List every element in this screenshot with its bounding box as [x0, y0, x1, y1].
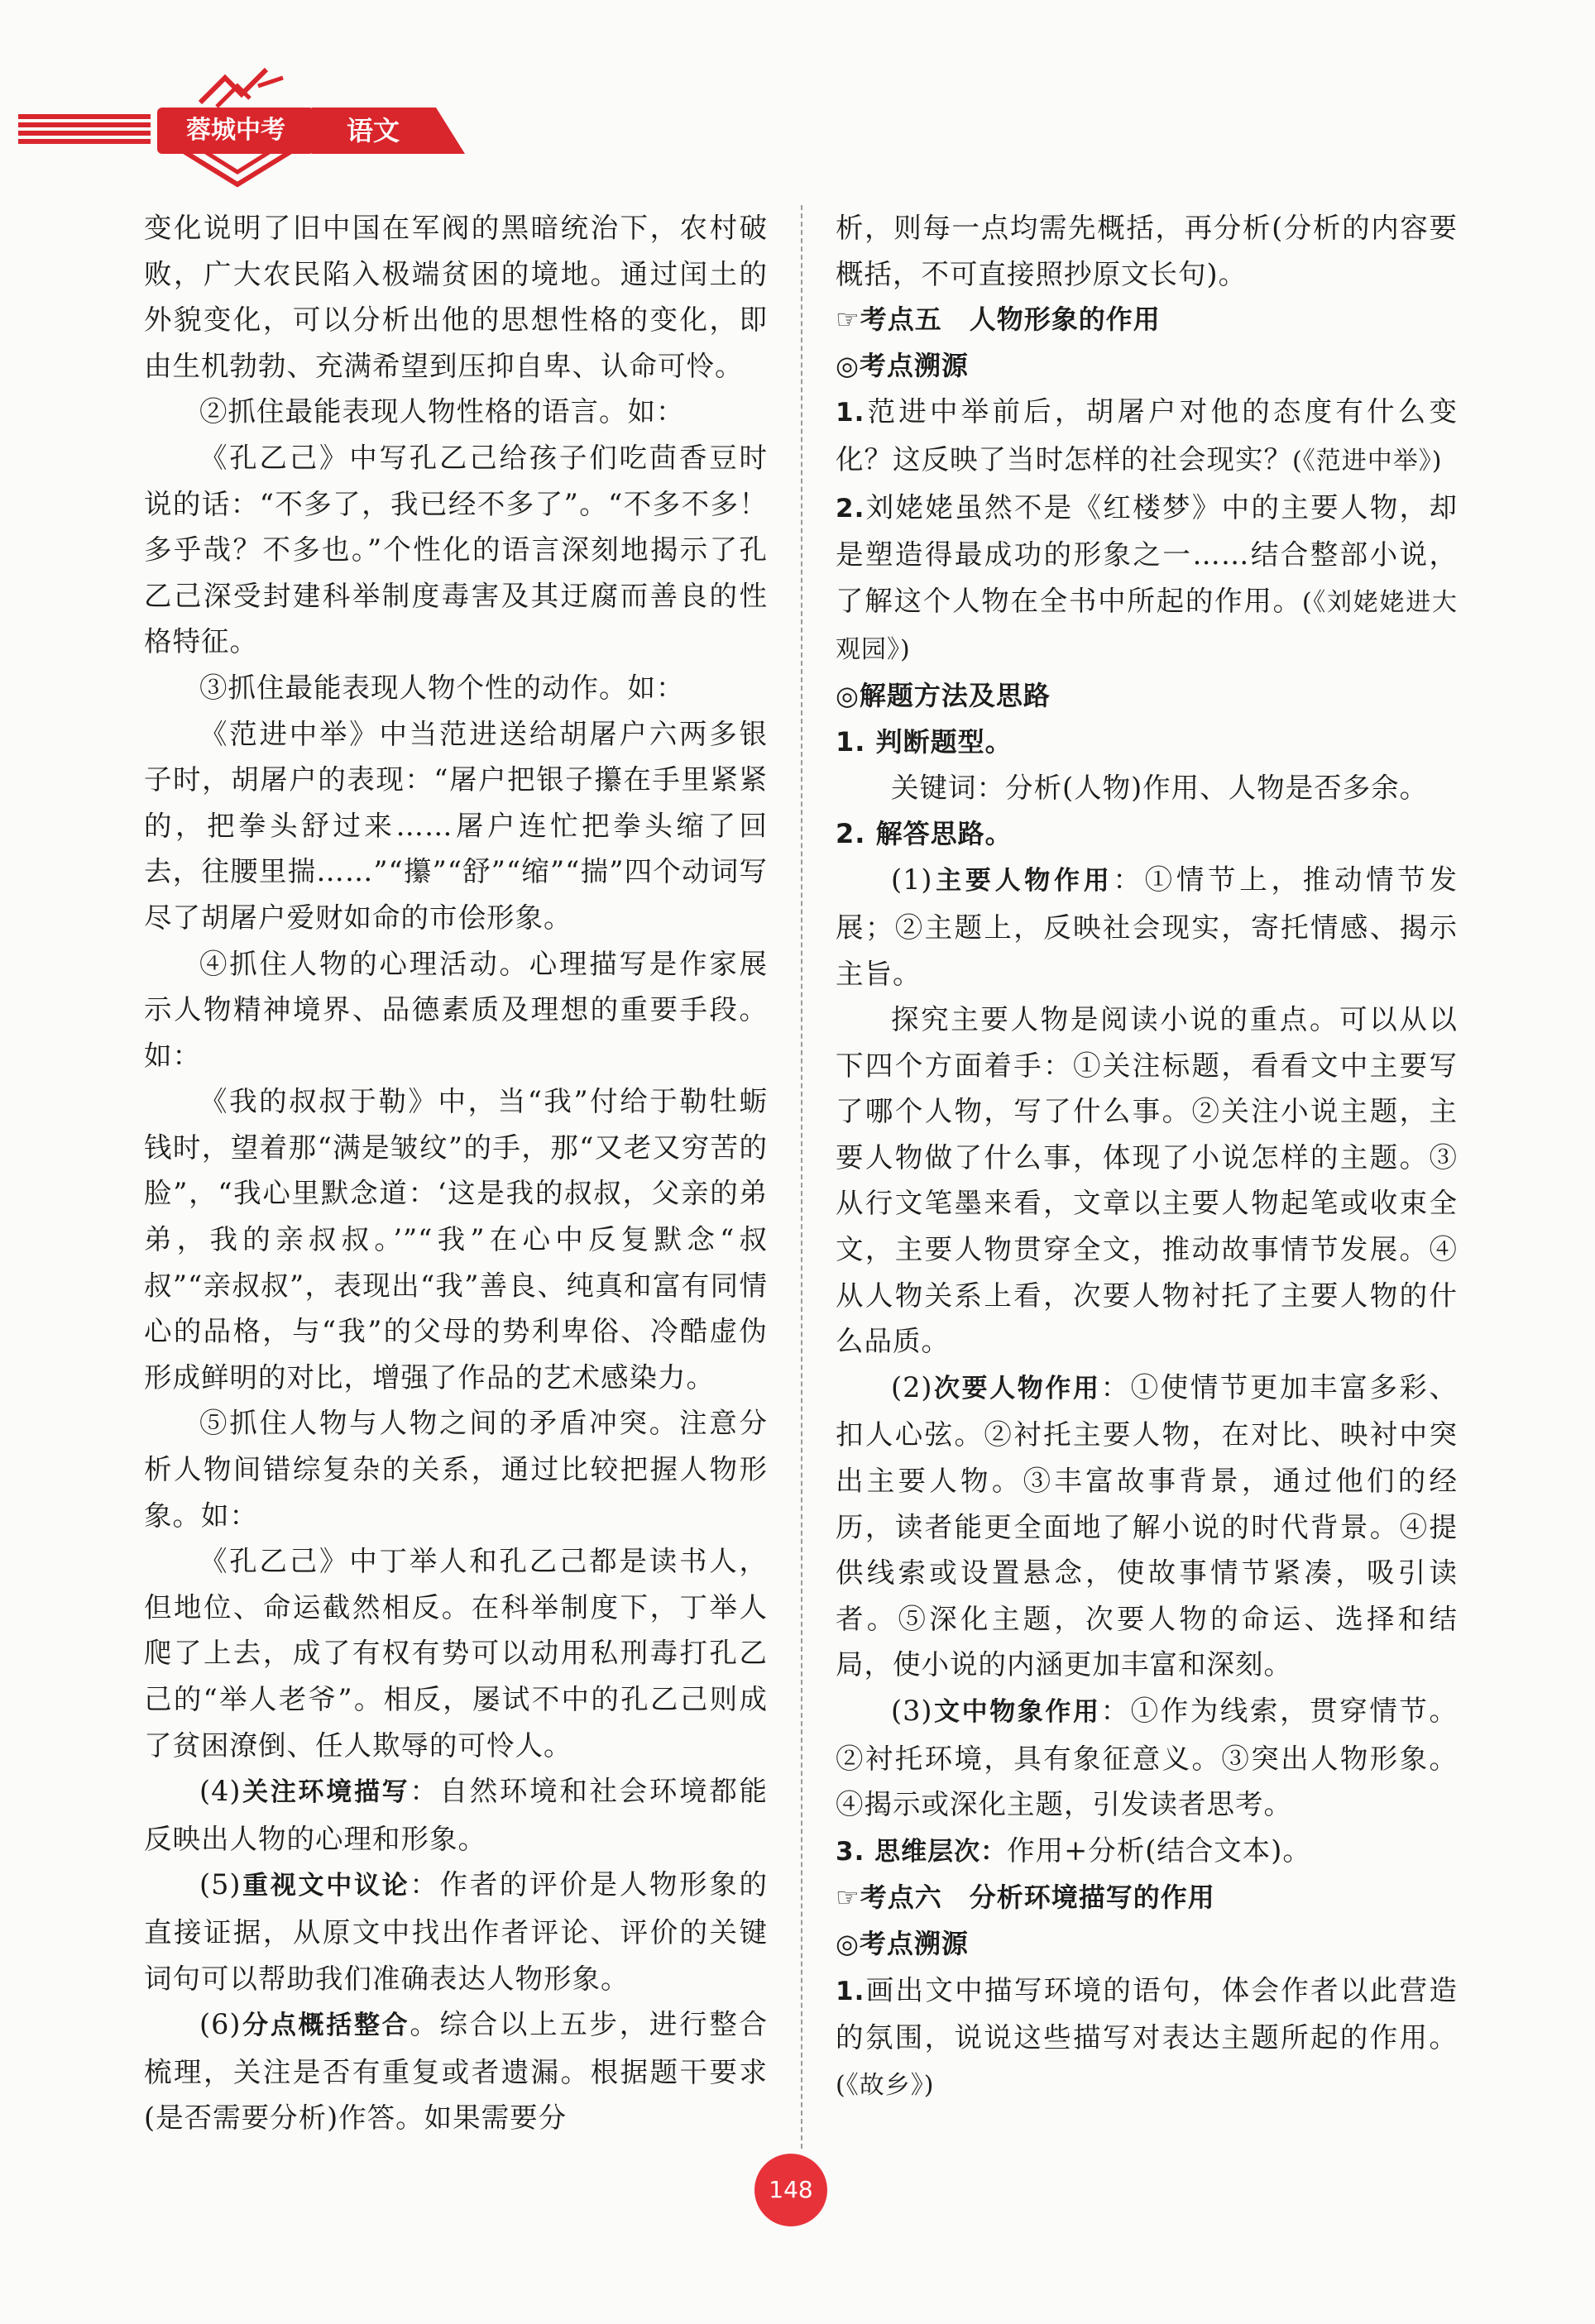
bold-term: 分点概括整合: [241, 2011, 410, 2041]
bold-term: 关注环境描写: [241, 1777, 410, 1808]
item-number: (1): [891, 863, 933, 897]
question: [836, 389, 1458, 484]
item-number: (6): [199, 2008, 242, 2041]
step-heading: 2. 解答思路。: [836, 817, 1013, 849]
paragraph: ③抓住最能表现人物个性的动作。如：: [199, 671, 685, 704]
paragraph: ②抓住最能表现人物性格的语言。如：: [199, 395, 685, 428]
left-column: [144, 205, 768, 2141]
bold-term: 主要人物作用: [932, 866, 1114, 897]
header-stripes: [18, 114, 151, 152]
subsection-heading: ◎考点溯源: [836, 349, 969, 381]
question: [836, 485, 1458, 673]
step-line: [836, 1828, 1458, 1876]
paragraph-text: ：①使情节更加丰富多彩、扣人心弦。②衬托主要人物，在对比、映衬中突出主要人物。③丰富故事背景，通过他们的经历，读者能更全面地了解小说的时代背景。④提供线索或设置悬念，使故事情节紧凑，吸引读者。⑤深化主题，次要人物的命运、选择和结局，使小说的内涵更加丰富和深刻。: [836, 1370, 1458, 1681]
step-heading: 1. 判断题型。: [836, 725, 1013, 758]
example-paragraph: 《孔乙己》中丁举人和孔乙己都是读书人，但地位、命运截然相反。在科举制度下，丁举人爬了上去，成了有权有势可以动用私刑毒打孔乙己的“举人老爷”。相反，屡试不中的孔乙己则成了贫困潦倒、任人欺辱的可怜人。: [144, 1545, 768, 1762]
paragraph: ④抓住人物的心理活动。心理描写是作家展示人物精神境界、品德素质及理想的重要手段。如：: [144, 947, 768, 1072]
item-number: (5): [199, 1868, 242, 1901]
paragraph: 探究主要人物是阅读小说的重点。可以从以下四个方面着手：①关注标题，看看文中主要写了哪个人物，写了什么事。②关注小说主题，主要人物做了什么事，体现了小说怎样的主题。③从行文笔墨来看，文章以主要人物起笔或收束全文，主要人物贯穿全文，推动故事情节发展。④从人物关系上看，次要人物衬托了主要人物的什么品质。: [836, 1003, 1458, 1358]
source-note: (《范进中举》): [1292, 446, 1443, 476]
subsection-heading: ◎考点溯源: [836, 1927, 969, 1959]
bold-term: 重视文中议论: [241, 1871, 410, 1901]
question-number: 2.: [836, 493, 865, 524]
paragraph: [144, 1862, 768, 2001]
item-number: (3): [891, 1695, 933, 1727]
page-header: [18, 58, 481, 182]
bold-term: 文中物象作用: [932, 1697, 1101, 1727]
question-text: 范进中举前后，胡屠户对他的态度有什么变化？这反映了当时怎样的社会现实？: [836, 395, 1458, 476]
example-paragraph: 《我的叔叔于勒》中，当“我”付给于勒牡蛎钱时，望着那“满是皱纹”的手，那“又老又穷苦的脸”，“我心里默念道：‘这是我的叔叔，父亲的弟弟，我的亲叔叔。’”“我”在心中反复默念“叔叔”“亲叔叔”，表现出“我”善良、纯真和富有同情心的品格，与“我”的父母的势利卑俗、冷酷虚伪形成鲜明的对比，增强了作品的艺术感染力。: [144, 1085, 768, 1394]
chevron-decoration-icon: [175, 147, 299, 189]
question-number: 1.: [836, 398, 865, 428]
paragraph: [836, 857, 1458, 997]
step-heading: 3. 思维层次：: [836, 1836, 1008, 1867]
paragraph: 变化说明了旧中国在军阀的黑暗统治下，农村破败，广大农民陷入极端贫困的境地。通过闰土的外貌变化，可以分析出他的思想性格的变化，即由生机勃勃、充满希望到压抑自卑、认命可怜。: [144, 212, 768, 382]
paragraph-text: ：自然环境和社会环境都能反映出人物的心理和形象。: [144, 1775, 769, 1855]
paragraph-text: 作用+分析(结合文本)。: [1007, 1834, 1311, 1867]
source-note: (《故乡》): [836, 2070, 935, 2100]
question-text: 画出文中描写环境的语句，体会作者以此营造的氛围，说说这些描写对表达主题所起的作用。: [836, 1973, 1458, 2054]
paragraph-text: ：①情节上，推动情节发展；②主题上，反映社会现实，寄托情感、揭示主旨。: [836, 863, 1458, 990]
question-text: 刘姥姥虽然不是《红楼梦》中的主要人物，却是塑造得最成功的形象之一……结合整部小说，了解这个人物在全书中所起的作用。: [836, 490, 1458, 617]
subject-label: 语文: [347, 115, 400, 146]
pencil-logo-icon: [192, 61, 291, 111]
paragraph-text: ：①作为线索，贯穿情节。②衬托环境，具有象征意义。③突出人物形象。④揭示或深化主题，引发读者思考。: [836, 1695, 1458, 1821]
section-heading: ☞考点五 人物形象的作用: [836, 304, 1161, 336]
paragraph: ⑤抓住人物与人物之间的矛盾冲突。注意分析人物间错综复杂的关系，通过比较把握人物形象。如：: [144, 1407, 768, 1532]
example-paragraph: 《范进中举》中当范进送给胡屠户六两多银子时，胡屠户的表现：“屠户把银子攥在手里紧紧的，把拳头舒过来……屠户连忙把拳头缩了回去，往腰里揣……”“攥”“舒”“缩”“揣”四个动词写尽了胡屠户爱财如命的市侩形象。: [144, 717, 768, 934]
paragraph: [836, 1688, 1458, 1828]
subject-tab: [312, 108, 465, 154]
item-number: (2): [891, 1370, 933, 1403]
source-note: (《刘姥姥进大观园》): [836, 587, 1458, 665]
paragraph: [144, 1768, 768, 1862]
right-column: [836, 205, 1458, 2108]
paragraph: [836, 1365, 1458, 1688]
bold-term: 次要人物作用: [932, 1373, 1101, 1403]
brand-badge: 蓉城中考: [157, 108, 314, 154]
column-divider: [801, 205, 802, 2149]
paragraph: 析，则每一点均需先概括，再分析(分析的内容要概括，不可直接照抄原文长句)。: [836, 212, 1458, 290]
question-number: 1.: [836, 1976, 865, 2006]
paragraph-text: 。综合以上五步，进行整合梳理，关注是否有重复或者遗漏。根据题干要求(是否需要分析)作答。如果需要分: [144, 2008, 769, 2135]
paragraph-text: ：作者的评价是人物形象的直接证据，从原文中找出作者评论、评价的关键词句可以帮助我们准确表达人物形象。: [144, 1868, 769, 1995]
question: [836, 1968, 1458, 2109]
section-heading: ☞考点六 分析环境描写的作用: [836, 1882, 1215, 1914]
paragraph: 关键词：分析(人物)作用、人物是否多余。: [891, 772, 1429, 805]
paragraph: [144, 2001, 768, 2141]
page-number: 148: [754, 2154, 827, 2226]
item-number: (4): [199, 1775, 242, 1808]
subsection-heading: ◎解题方法及思路: [836, 679, 1051, 711]
example-paragraph: 《孔乙己》中写孔乙己给孩子们吃茴香豆时说的话：“不多了，我已经不多了”。“不多不多！多乎哉？不多也。”个性化的语言深刻地揭示了孔乙己深受封建科举制度毒害及其迂腐而善良的性格特征。: [144, 441, 768, 658]
